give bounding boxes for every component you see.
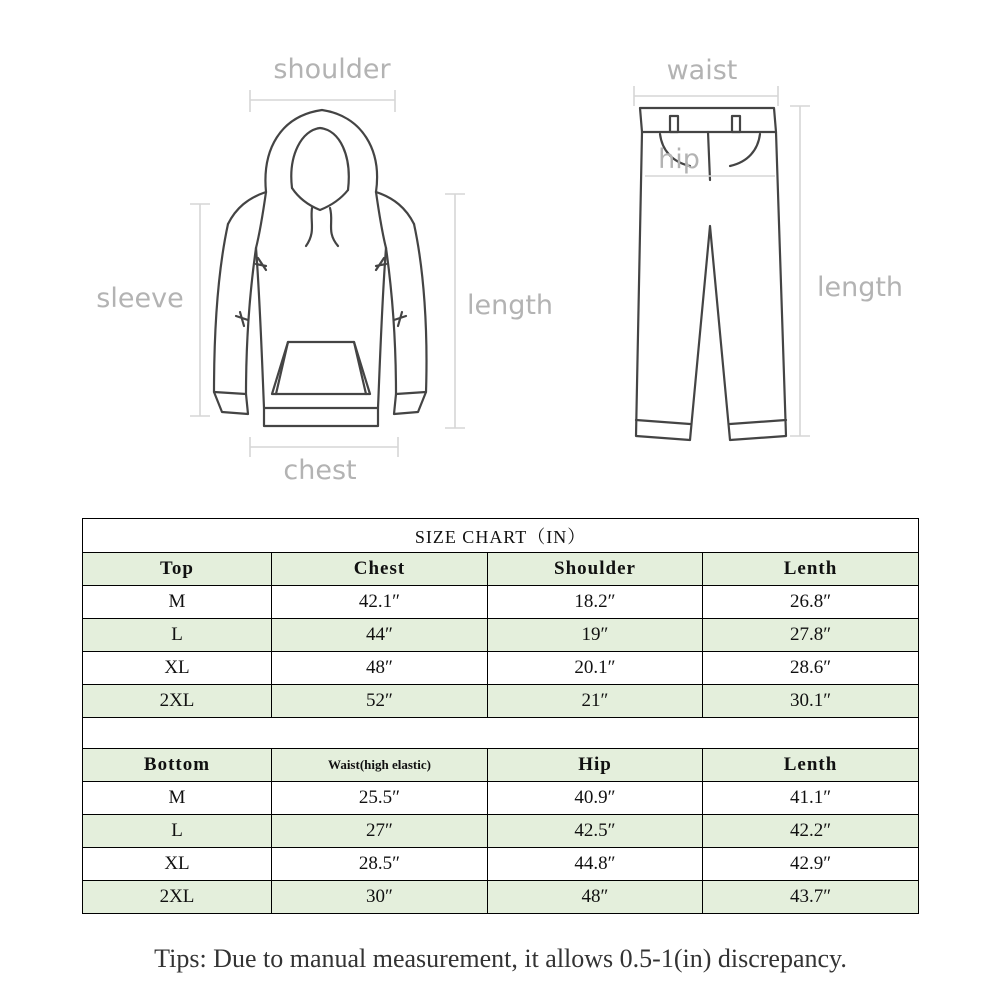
table-cell: M [83,782,272,815]
table-cell: 27″ [272,815,488,848]
bottom-header-cell: Hip [488,749,703,782]
table-cell: 30″ [272,881,488,914]
table-cell: 42.9″ [703,848,919,881]
table-row [83,848,919,881]
table-row [83,586,919,619]
bottom-header-cell: Lenth [703,749,919,782]
table-cell: 44.8″ [488,848,703,881]
measurement-diagram [0,0,1001,500]
table-cell: 42.2″ [703,815,919,848]
table-cell: L [83,619,272,652]
table-cell: 40.9″ [488,782,703,815]
size-chart-table [82,518,919,914]
bottom-length-label: length [816,272,904,303]
table-row [83,881,919,914]
table-cell: 43.7″ [703,881,919,914]
table-cell: 19″ [488,619,703,652]
table-cell: 28.5″ [272,848,488,881]
top-length-label: length [466,290,554,321]
hoodie-illustration [214,110,427,426]
bottom-header-cell: Bottom [83,749,272,782]
bottom-header-row [83,749,919,782]
table-row [83,619,919,652]
shoulder-label: shoulder [273,54,391,85]
table-cell: 41.1″ [703,782,919,815]
table-cell: 42.1″ [272,586,488,619]
size-chart-title-row [83,519,919,553]
table-cell: 26.8″ [703,586,919,619]
table-cell: L [83,815,272,848]
table-row [83,652,919,685]
tips-note: Tips: Due to manual measurement, it allows 0.5-1(in) discrepancy. [154,944,847,973]
table-cell: 42.5″ [488,815,703,848]
size-chart-title: SIZE CHART（IN） [83,519,919,553]
table-row [83,782,919,815]
hip-label: hip [658,144,700,175]
table-cell: M [83,586,272,619]
table-cell: 2XL [83,685,272,718]
table-cell: 25.5″ [272,782,488,815]
table-row [83,685,919,718]
table-cell: XL [83,848,272,881]
chest-label: chest [283,455,357,486]
top-header-cell: Top [83,553,272,586]
table-cell: 21″ [488,685,703,718]
sleeve-label: sleeve [96,283,184,314]
table-cell: 20.1″ [488,652,703,685]
spacer-cell [83,718,919,749]
table-cell: 48″ [488,881,703,914]
table-cell: 52″ [272,685,488,718]
table-cell: XL [83,652,272,685]
table-cell: 28.6″ [703,652,919,685]
top-header-cell: Shoulder [488,553,703,586]
table-cell: 18.2″ [488,586,703,619]
table-cell: 44″ [272,619,488,652]
top-header-cell: Chest [272,553,488,586]
hoodie-measure-lines [190,90,465,457]
table-cell: 2XL [83,881,272,914]
spacer-row [83,718,919,749]
table-cell: 48″ [272,652,488,685]
table-cell: 30.1″ [703,685,919,718]
top-header-cell: Lenth [703,553,919,586]
bottom-header-cell: Waist(high elastic) [272,749,488,782]
table-row [83,815,919,848]
waist-label: waist [666,55,738,86]
table-cell: 27.8″ [703,619,919,652]
top-header-row [83,553,919,586]
